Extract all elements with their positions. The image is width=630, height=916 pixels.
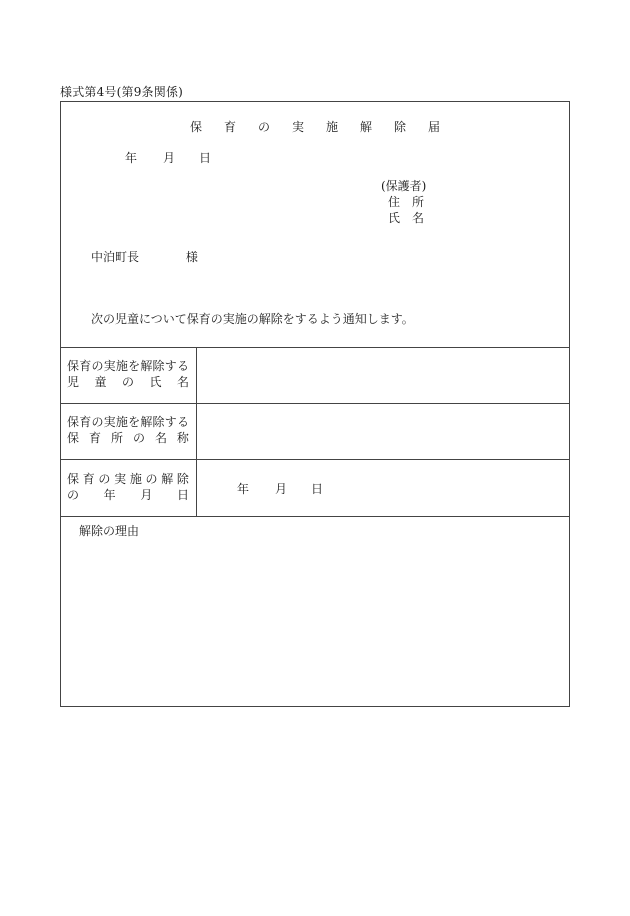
label-char: の [67,488,80,502]
recipient [91,248,198,265]
label-char: 実 [114,472,127,486]
recipient-honorific: 様 [185,250,198,264]
guardian-block [381,178,426,226]
child-name-field[interactable] [203,358,563,394]
form-number-label: 様式第4号(第9条関係) [60,85,184,99]
label-char: 育 [88,431,101,445]
date-day: 日 [199,151,212,165]
label-char: 施 [129,472,142,486]
child-name-label [67,358,189,390]
label-char: 解 [140,359,153,373]
table-top-border [61,347,569,348]
label-char: る [176,415,189,429]
label-char: 称 [176,431,189,445]
label-char: 氏 [149,375,162,389]
label-char: 童 [94,375,107,389]
cancel-date-year: 年 [237,482,250,496]
date-year: 年 [125,151,138,165]
form-frame [60,101,570,707]
label-char: 保 [67,359,80,373]
date-month: 月 [163,151,176,165]
cancel-date-month: 月 [275,482,288,496]
label-char: 除 [152,359,165,373]
row-divider [61,403,569,404]
reason-field[interactable] [67,542,563,700]
recipient-office: 中泊町長 [91,250,140,264]
label-char: 名 [154,431,167,445]
label-char: の [91,359,104,373]
row-divider [61,459,569,460]
label-char: の [91,415,104,429]
label-char: 所 [110,431,123,445]
label-char: 実 [103,415,116,429]
label-char: を [128,415,141,429]
label-char: 除 [152,415,165,429]
row-divider [61,516,569,517]
reason-label: 解除の理由 [79,524,140,538]
label-char: 解 [161,472,174,486]
label-char: 名 [176,375,189,389]
label-char: 育 [79,415,92,429]
cancellation-date-label [67,471,189,503]
nursery-name-field[interactable] [203,414,563,450]
guardian-address-label: 住 所 [388,195,425,209]
label-char: る [176,359,189,373]
label-char: 解 [140,415,153,429]
label-char: 年 [103,488,116,502]
guardian-heading: (保護者) [381,179,427,193]
label-char: 日 [176,488,189,502]
label-char: 育 [79,359,92,373]
column-divider [196,347,197,516]
label-char: す [164,359,177,373]
label-char: 児 [67,375,80,389]
label-char: 実 [103,359,116,373]
nursery-name-label [67,414,189,446]
label-char: 施 [115,359,128,373]
label-char: 育 [82,472,95,486]
label-char: 保 [67,472,80,486]
notice-text: 次の児童について保育の実施の解除をするよう通知します。 [91,312,414,326]
label-char: 保 [67,415,80,429]
label-char: 保 [67,431,80,445]
label-char: を [128,359,141,373]
label-char: の [121,375,134,389]
label-char: の [98,472,111,486]
label-char: 除 [176,472,189,486]
label-char: の [145,472,158,486]
label-char: 施 [115,415,128,429]
form-title: 保育の実施解除届 [189,120,462,134]
label-char: 月 [140,488,153,502]
label-char: の [132,431,145,445]
guardian-name-label: 氏 名 [388,211,425,225]
cancel-date-day: 日 [311,482,324,496]
label-char: す [164,415,177,429]
